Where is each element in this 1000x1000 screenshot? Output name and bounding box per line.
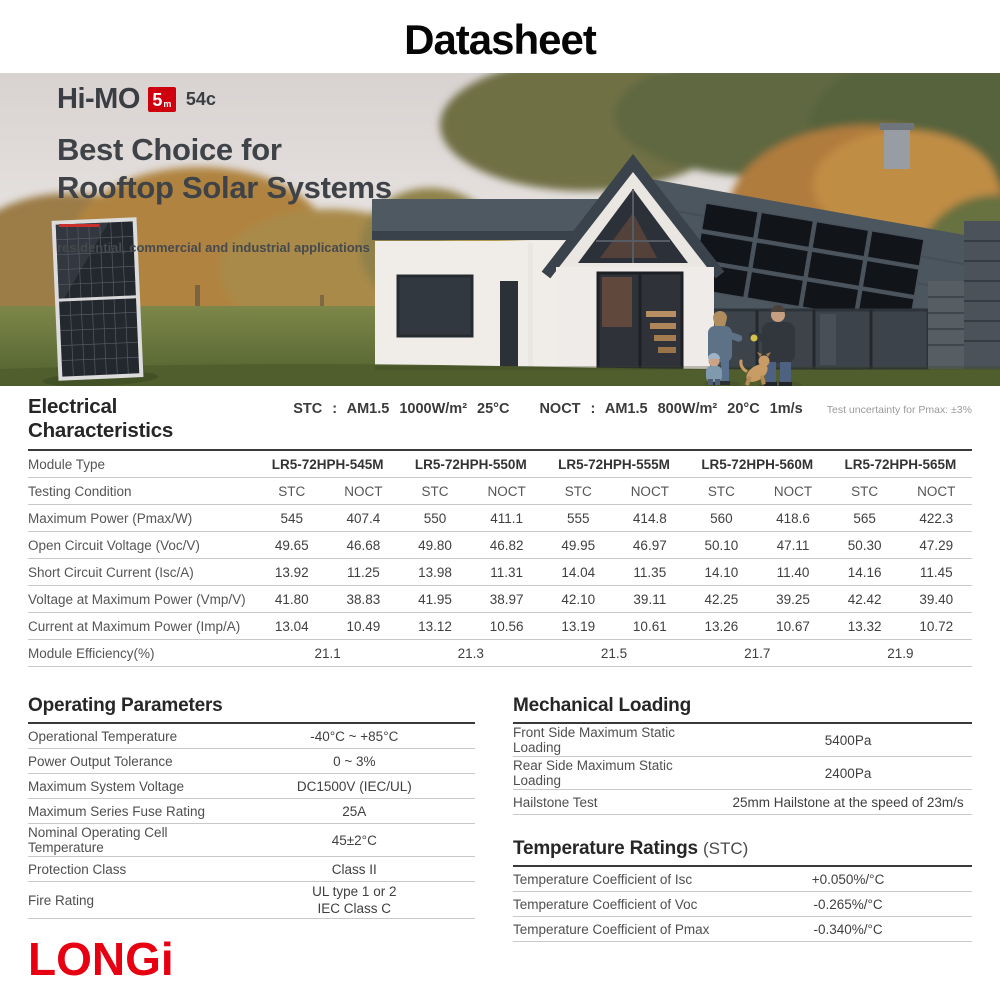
efficiency-value: 21.5 xyxy=(600,645,628,661)
temperature-rating-value: +0.050%/°C xyxy=(811,871,885,887)
module-type: LR5-72HPH-560M xyxy=(701,456,814,472)
operating-parameter-row xyxy=(28,882,475,919)
stc-value: 13.12 xyxy=(418,618,452,634)
operating-parameter-label: Maximum Series Fuse Rating xyxy=(28,803,206,819)
mechanical-loading-row xyxy=(513,724,972,757)
himo-5m-badge: 5 m xyxy=(148,87,176,112)
noct-value: 11.25 xyxy=(347,564,380,580)
mechanical-loading-value: 5400Pa xyxy=(824,732,872,748)
stone-wall xyxy=(964,221,1000,369)
mechanical-loading-label: Rear Side Maximum Static Loading xyxy=(513,758,673,788)
stc-value: 41.80 xyxy=(274,591,309,607)
module-type: LR5-72HPH-555M xyxy=(558,456,670,472)
mechanical-loading-table xyxy=(513,724,972,815)
operating-parameters-table xyxy=(28,724,475,919)
stc-value: 13.04 xyxy=(274,618,309,634)
efficiency-value: 21.1 xyxy=(314,645,341,661)
mechanical-loading-title: Mechanical Loading xyxy=(513,695,972,724)
noct-value: 46.68 xyxy=(346,537,381,553)
downpipe xyxy=(528,243,533,369)
stc-value: 42.10 xyxy=(561,591,596,607)
operating-parameter-value: DC1500V (IEC/UL) xyxy=(296,778,412,794)
row-label: Voltage at Maximum Power (Vmp/V) xyxy=(28,591,246,607)
noct-value: 38.97 xyxy=(489,591,524,607)
row-label: Module Efficiency(%) xyxy=(28,645,155,661)
noct-value: 10.72 xyxy=(919,618,954,634)
row-label: Short Circuit Current (Isc/A) xyxy=(28,564,194,580)
electrical-data-row xyxy=(28,586,972,613)
stc-value: 13.92 xyxy=(274,564,309,580)
electrical-title: Electrical Characteristics xyxy=(28,395,174,442)
row-label: Maximum Power (Pmax/W) xyxy=(28,510,193,526)
mechanical-loading-section xyxy=(513,695,972,815)
mechanical-loading-value: 2400Pa xyxy=(824,765,872,781)
noct-value: 46.97 xyxy=(632,537,667,553)
stc-value: 13.19 xyxy=(561,618,596,634)
stone-pillar xyxy=(928,281,964,369)
noct-value: 11.45 xyxy=(919,564,953,580)
hero-text xyxy=(57,83,392,255)
stc-value: 14.04 xyxy=(561,564,596,580)
testing-condition-row xyxy=(28,478,972,505)
temperature-rating-label: Temperature Coefficient of Isc xyxy=(513,871,693,887)
operating-parameter-row xyxy=(28,824,475,857)
temperature-rating-label: Temperature Coefficient of Pmax xyxy=(513,921,710,937)
stc-value: 14.16 xyxy=(847,564,882,580)
temperature-ratings-section xyxy=(513,838,972,942)
condition-header: STC xyxy=(707,483,735,499)
condition-header: NOCT xyxy=(630,483,669,499)
electrical-data-row xyxy=(28,532,972,559)
noct-value: 39.25 xyxy=(776,591,810,607)
mechanical-loading-label: Front Side Maximum Static Loading xyxy=(513,725,676,755)
noct-value: 10.56 xyxy=(489,618,524,634)
uncertainty-note: Test uncertainty for Pmax: ±3% xyxy=(826,404,972,416)
noct-value: 10.67 xyxy=(776,618,810,634)
operating-parameter-label: Nominal Operating Cell Temperature xyxy=(28,825,168,855)
condition-header: STC xyxy=(421,483,449,499)
condition-header: STC xyxy=(278,483,306,499)
efficiency-value: 21.7 xyxy=(744,645,771,661)
electrical-table xyxy=(28,451,972,667)
stc-value: 42.42 xyxy=(847,591,882,607)
noct-value: 11.40 xyxy=(776,564,810,580)
module-type: LR5-72HPH-550M xyxy=(414,456,527,472)
temperature-rating-row xyxy=(513,892,972,917)
noct-condition: NOCT : AM1.5 800W/m² 20°C 1m/s xyxy=(539,401,803,417)
stc-value: 49.95 xyxy=(561,537,596,553)
stc-value: 14.10 xyxy=(704,564,739,580)
operating-parameter-row xyxy=(28,774,475,799)
module-type: LR5-72HPH-565M xyxy=(844,456,957,472)
noct-value: 10.49 xyxy=(346,618,381,634)
electrical-data-row xyxy=(28,505,972,532)
operating-parameter-value: Class II xyxy=(331,861,377,877)
condition-header: NOCT xyxy=(344,483,383,499)
stc-value: 13.26 xyxy=(704,618,739,634)
operating-parameter-label: Operational Temperature xyxy=(28,728,178,744)
stc-value: 545 xyxy=(280,510,304,526)
stc-value: 13.98 xyxy=(418,564,452,580)
operating-parameter-value: 45±2°C xyxy=(331,832,377,848)
operating-parameter-value: UL type 1 or 2 IEC Class C xyxy=(312,884,397,916)
noct-value: 39.40 xyxy=(919,591,954,607)
stc-value: 560 xyxy=(710,510,733,526)
operating-parameter-label: Maximum System Voltage xyxy=(28,778,185,794)
brand-row xyxy=(57,83,392,116)
condition-header: STC xyxy=(564,483,592,499)
stc-value: 550 xyxy=(423,510,447,526)
row-label: Open Circuit Voltage (Voc/V) xyxy=(28,537,200,553)
mechanical-loading-row xyxy=(513,757,972,790)
condition-header: NOCT xyxy=(487,483,526,499)
stc-value: 41.95 xyxy=(418,591,452,607)
operating-parameter-row xyxy=(28,799,475,824)
temperature-ratings-title: Temperature Ratings (STC) xyxy=(513,838,972,867)
module-efficiency-row xyxy=(28,640,972,667)
electrical-data-row xyxy=(28,613,972,640)
temperature-rating-value: -0.265%/°C xyxy=(813,896,883,912)
left-window xyxy=(398,276,472,336)
operating-parameter-row xyxy=(28,724,475,749)
stc-value: 50.30 xyxy=(847,537,882,553)
row-label: Current at Maximum Power (Imp/A) xyxy=(28,618,241,634)
temperature-ratings-table xyxy=(513,867,972,942)
child-figure xyxy=(706,353,722,385)
temperature-rating-label: Temperature Coefficient of Voc xyxy=(513,896,698,912)
electrical-characteristics-section xyxy=(28,395,972,667)
temperature-rating-value: -0.340%/°C xyxy=(813,921,883,937)
noct-value: 47.29 xyxy=(919,537,954,553)
stc-value: 49.80 xyxy=(418,537,452,553)
operating-parameter-value: -40°C ~ +85°C xyxy=(310,728,399,744)
electrical-section-header xyxy=(28,395,972,451)
series-label: 54c xyxy=(185,89,216,109)
row-label: Testing Condition xyxy=(28,483,132,499)
himo-brand: Hi-MO xyxy=(57,83,140,115)
hero-headline: Best Choice for Rooftop Solar Systems xyxy=(57,132,392,205)
stc-condition: STC : AM1.5 1000W/m² 25°C xyxy=(293,401,510,417)
noct-value: 38.83 xyxy=(346,591,381,607)
operating-parameter-value: 25A xyxy=(342,803,367,819)
stc-value: 13.32 xyxy=(847,618,882,634)
operating-parameters-section xyxy=(28,695,475,942)
hero-subtitle: residential, commercial and industrial applications xyxy=(57,240,370,255)
efficiency-value: 21.3 xyxy=(457,645,484,661)
condition-header: NOCT xyxy=(773,483,813,499)
noct-value: 10.61 xyxy=(632,618,667,634)
noct-value: 46.82 xyxy=(489,537,524,553)
stc-value: 42.25 xyxy=(704,591,739,607)
operating-parameter-label: Fire Rating xyxy=(28,892,95,908)
efficiency-value: 21.9 xyxy=(887,645,914,661)
condition-header: NOCT xyxy=(917,483,956,499)
noct-value: 418.6 xyxy=(776,510,810,526)
page-title: Datasheet xyxy=(404,16,596,63)
operating-parameter-label: Power Output Tolerance xyxy=(28,753,173,769)
stc-value: 555 xyxy=(566,510,590,526)
side-door xyxy=(500,281,518,369)
mechanical-loading-row xyxy=(513,790,972,815)
noct-value: 407.4 xyxy=(346,510,381,526)
longi-logo: LONGi xyxy=(28,933,174,985)
stc-value: 50.10 xyxy=(704,537,739,553)
temperature-rating-row xyxy=(513,867,972,892)
noct-value: 414.8 xyxy=(632,510,667,526)
row-label: Module Type xyxy=(28,456,106,472)
hero-banner xyxy=(0,73,1000,386)
mechanical-loading-value: 25mm Hailstone at the speed of 23m/s xyxy=(732,794,964,810)
mechanical-loading-label: Hailstone Test xyxy=(513,794,598,810)
noct-value: 422.3 xyxy=(919,510,954,526)
noct-value: 11.31 xyxy=(490,564,523,580)
footer xyxy=(28,933,174,985)
noct-value: 47.11 xyxy=(776,537,810,553)
right-column xyxy=(513,695,972,942)
electrical-data-row xyxy=(28,559,972,586)
lower-columns xyxy=(28,695,972,942)
stc-value: 565 xyxy=(853,510,876,526)
noct-value: 411.1 xyxy=(490,510,523,526)
stc-value: 49.65 xyxy=(274,537,309,553)
module-type-row xyxy=(28,451,972,478)
operating-parameter-row xyxy=(28,857,475,882)
operating-parameter-label: Protection Class xyxy=(28,861,127,877)
chimney xyxy=(884,127,910,169)
noct-value: 11.35 xyxy=(633,564,667,580)
red-divider xyxy=(59,224,99,227)
noct-value: 39.11 xyxy=(633,591,667,607)
operating-parameters-title: Operating Parameters xyxy=(28,695,475,724)
temperature-rating-row xyxy=(513,917,972,942)
condition-header: STC xyxy=(851,483,879,499)
operating-parameter-value: 0 ~ 3% xyxy=(333,753,376,769)
module-type: LR5-72HPH-545M xyxy=(271,456,384,472)
operating-parameter-row xyxy=(28,749,475,774)
